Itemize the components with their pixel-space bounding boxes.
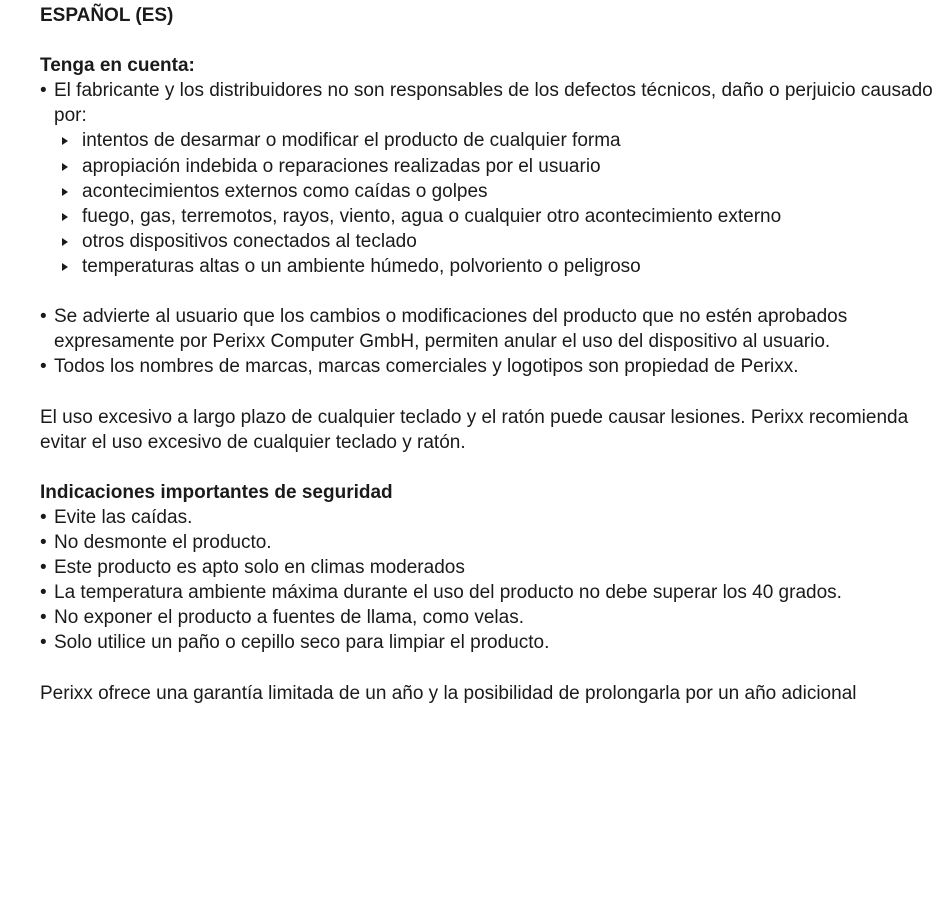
list-item-text: fuego, gas, terremotos, rayos, viento, agua o cualquier otro acontecimiento externo (82, 205, 782, 227)
safety-item-text: Este producto es apto solo en climas moderados (54, 557, 465, 579)
bullet-dot: • (40, 506, 47, 528)
safety-item (40, 555, 950, 580)
triangle-bullet-icon (62, 188, 68, 196)
bullet-dot: • (40, 607, 47, 629)
safety-item (40, 580, 950, 605)
list-item (40, 128, 950, 153)
document-title: ESPAÑOL (ES) (40, 5, 174, 26)
safety-item (40, 505, 950, 530)
list-item (40, 229, 950, 254)
safety-item-text: No exponer el producto a fuentes de llama, como velas. (54, 607, 524, 629)
list-item (40, 254, 950, 279)
safety-item (40, 530, 950, 555)
bullet-dot: • (40, 582, 47, 604)
bullet-dot: • (40, 531, 47, 553)
safety-item-text: No desmonte el producto. (54, 531, 272, 553)
bullet-dot: • (40, 306, 47, 328)
spacer (40, 455, 950, 480)
safety-item (40, 630, 950, 655)
spacer (40, 655, 950, 680)
triangle-bullet-icon (62, 163, 68, 171)
notice-bullet-text: Se advierte al usuario que los cambios o modificaciones del producto que no estén aprobados expresamente por Perixx Computer GmbH, permiten anular el uso del dispositivo al usuario. (54, 306, 848, 353)
bullet-dot: • (40, 356, 47, 378)
safety-item-text: Solo utilice un paño o cepillo seco para limpiar el producto. (54, 632, 550, 654)
list-item (40, 154, 950, 179)
safety-heading: Indicaciones importantes de seguridad (40, 481, 393, 503)
bullet-dot: • (40, 557, 47, 579)
notice-sub-list (40, 128, 950, 279)
list-item (40, 204, 950, 229)
bullet-dot: • (40, 632, 47, 654)
safety-item (40, 605, 950, 630)
notice-heading: Tenga en cuenta: (40, 55, 195, 77)
triangle-bullet-icon (62, 238, 68, 246)
triangle-bullet-icon (62, 263, 68, 271)
triangle-bullet-icon (62, 137, 68, 145)
notice-bullet-text: Todos los nombres de marcas, marcas comerciales y logotipos son propiedad de Perixx. (54, 356, 799, 378)
spacer (40, 28, 950, 53)
notice-bullet-manufacturer (40, 78, 950, 128)
notice-bullet-text: El fabricante y los distribuidores no son responsables de los defectos técnicos, daño o perjuicio causado por: (54, 80, 933, 127)
notice-bullet-modifications (40, 304, 950, 354)
safety-item-text: La temperatura ambiente máxima durante el uso del producto no debe superar los 40 grados. (54, 582, 842, 604)
bullet-dot: • (40, 80, 47, 102)
list-item-text: intentos de desarmar o modificar el producto de cualquier forma (82, 130, 621, 152)
list-item-text: temperaturas altas o un ambiente húmedo, polvoriento o peligroso (82, 255, 641, 277)
notice-bullet-trademarks (40, 354, 950, 379)
list-item-text: otros dispositivos conectados al teclado (82, 230, 417, 252)
list-item (40, 179, 950, 204)
usage-paragraph: El uso excesivo a largo plazo de cualquier teclado y el ratón puede causar lesiones. Perixx recomienda evitar el uso excesivo de cualquier teclado y ratón. (40, 406, 909, 453)
safety-item-text: Evite las caídas. (54, 506, 193, 528)
list-item-text: apropiación indebida o reparaciones realizadas por el usuario (82, 155, 601, 177)
spacer (40, 379, 950, 404)
warranty-paragraph: Perixx ofrece una garantía limitada de un año y la posibilidad de prolongarla por un año adicional (40, 682, 857, 704)
spacer (40, 279, 950, 304)
list-item-text: acontecimientos externos como caídas o golpes (82, 180, 488, 202)
triangle-bullet-icon (62, 213, 68, 221)
